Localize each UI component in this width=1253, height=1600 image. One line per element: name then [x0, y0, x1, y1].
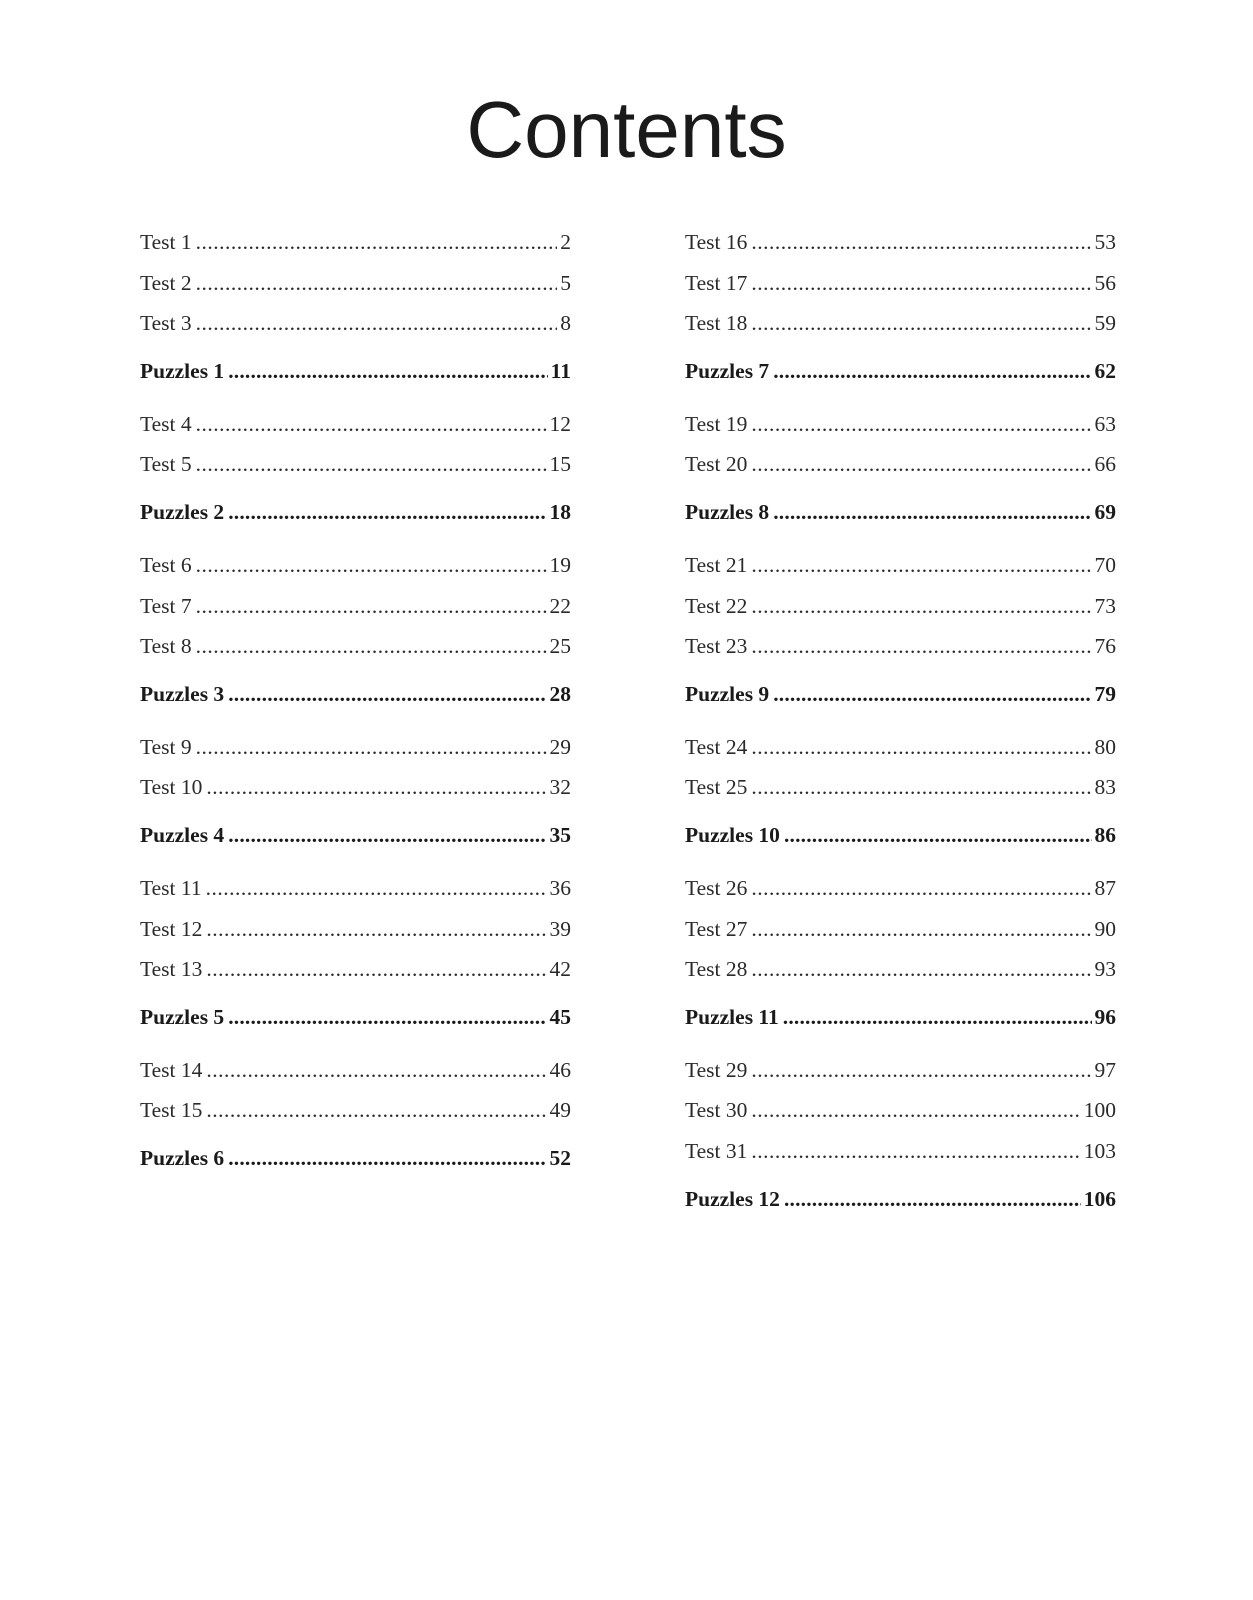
toc-entry-page-number: 93 [1094, 957, 1116, 982]
toc-entry-page-number: 35 [549, 822, 571, 847]
dot-leader [206, 949, 546, 990]
toc-entry-label: Test 17 [685, 270, 748, 295]
dot-leader [773, 667, 1091, 721]
toc-entry-page-number: 79 [1094, 681, 1116, 706]
toc-entry-label: Test 10 [140, 775, 203, 800]
toc-entry-label: Puzzles 3 [140, 681, 225, 706]
toc-entry-page-number: 66 [1094, 452, 1116, 477]
toc-entry-test[interactable] [685, 404, 1116, 445]
dot-leader [751, 1131, 1080, 1172]
dot-leader [206, 767, 546, 808]
toc-entry-page-number: 62 [1094, 358, 1116, 383]
dot-leader [206, 1090, 546, 1131]
dot-leader [206, 1050, 546, 1091]
toc-entry-label: Puzzles 12 [685, 1186, 780, 1211]
toc-entry-label: Test 14 [140, 1057, 203, 1082]
toc-entry-test[interactable] [140, 303, 571, 344]
dot-leader [196, 303, 558, 344]
toc-entry-test[interactable] [140, 868, 571, 909]
toc-entry-test[interactable] [685, 1131, 1116, 1172]
toc-entry-label: Test 31 [685, 1138, 748, 1163]
toc-entry-page-number: 96 [1094, 1004, 1116, 1029]
toc-entry-label: Puzzles 11 [685, 1004, 779, 1029]
toc-entry-test[interactable] [140, 545, 571, 586]
dot-leader [228, 667, 546, 721]
toc-entry-page-number: 59 [1094, 311, 1116, 336]
dot-leader [196, 626, 547, 667]
toc-entry-label: Test 9 [140, 734, 192, 759]
toc-entry-test[interactable] [140, 263, 571, 304]
dot-leader [751, 444, 1091, 485]
dot-leader [751, 303, 1091, 344]
toc-group [685, 868, 1116, 1044]
dot-leader [196, 263, 558, 304]
toc-entry-test[interactable] [685, 303, 1116, 344]
toc-entry-page-number: 83 [1094, 775, 1116, 800]
toc-entry-puzzles[interactable] [140, 808, 571, 862]
toc-entry-page-number: 86 [1094, 822, 1116, 847]
dot-leader [751, 868, 1091, 909]
toc-entry-test[interactable] [140, 444, 571, 485]
toc-entry-page-number: 28 [549, 681, 571, 706]
toc-entry-label: Test 15 [140, 1098, 203, 1123]
toc-entry-page-number: 2 [560, 230, 571, 254]
dot-leader [751, 1090, 1080, 1131]
toc-entry-label: Test 16 [685, 230, 748, 254]
toc-group [685, 545, 1116, 721]
toc-entry-test[interactable] [685, 767, 1116, 808]
dot-leader [751, 263, 1091, 304]
toc-entry-label: Puzzles 5 [140, 1004, 225, 1029]
toc-entry-page-number: 49 [549, 1098, 571, 1123]
toc-entry-page-number: 42 [549, 957, 571, 982]
toc-group [685, 727, 1116, 862]
toc-entry-page-number: 100 [1083, 1098, 1116, 1123]
toc-entry-label: Test 23 [685, 634, 748, 659]
toc-entry-label: Test 1 [140, 230, 192, 254]
toc-entry-label: Test 11 [140, 875, 202, 900]
toc-entry-page-number: 22 [549, 593, 571, 618]
toc-entry-page-number: 25 [549, 634, 571, 659]
dot-leader [751, 727, 1091, 768]
toc-entry-label: Test 4 [140, 411, 192, 436]
toc-group [140, 545, 571, 721]
toc-entry-test[interactable] [140, 949, 571, 990]
dot-leader [228, 344, 547, 398]
toc-column-right [685, 222, 1116, 1232]
toc-entry-test[interactable] [685, 1090, 1116, 1131]
toc-entry-page-number: 19 [549, 552, 571, 577]
dot-leader [206, 868, 547, 909]
toc-group [140, 404, 571, 539]
dot-leader [196, 545, 547, 586]
toc-entry-page-number: 56 [1094, 270, 1116, 295]
toc-entry-label: Test 8 [140, 634, 192, 659]
toc-entry-page-number: 12 [549, 411, 571, 436]
toc-entry-label: Test 24 [685, 734, 748, 759]
toc-entry-page-number: 8 [560, 311, 571, 336]
toc-entry-test[interactable] [140, 727, 571, 768]
toc-entry-test[interactable] [140, 767, 571, 808]
toc-entry-page-number: 63 [1094, 411, 1116, 436]
dot-leader [196, 727, 547, 768]
toc-entry-page-number: 73 [1094, 593, 1116, 618]
dot-leader [783, 990, 1092, 1044]
toc-entry-puzzles[interactable] [140, 667, 571, 721]
dot-leader [751, 1050, 1091, 1091]
toc-entry-label: Test 12 [140, 916, 203, 941]
toc-entry-puzzles[interactable] [685, 667, 1116, 721]
toc-entry-test[interactable] [140, 626, 571, 667]
toc-entry-test[interactable] [140, 1050, 571, 1091]
toc-entry-label: Puzzles 2 [140, 499, 225, 524]
dot-leader [773, 344, 1091, 398]
toc-entry-page-number: 45 [549, 1004, 571, 1029]
toc-entry-page-number: 70 [1094, 552, 1116, 577]
dot-leader [773, 485, 1091, 539]
toc-entry-page-number: 39 [549, 916, 571, 941]
toc-entry-test[interactable] [685, 1050, 1116, 1091]
toc-entry-label: Test 20 [685, 452, 748, 477]
dot-leader [228, 990, 546, 1044]
dot-leader [196, 444, 547, 485]
toc-entry-puzzles[interactable] [140, 485, 571, 539]
dot-leader [196, 404, 547, 445]
toc-entry-page-number: 5 [560, 270, 571, 295]
toc-entry-label: Puzzles 7 [685, 358, 770, 383]
toc-entry-label: Test 13 [140, 957, 203, 982]
toc-entry-test[interactable] [685, 444, 1116, 485]
dot-leader [751, 586, 1091, 627]
toc-entry-page-number: 97 [1094, 1057, 1116, 1082]
toc-entry-test[interactable] [140, 222, 571, 263]
toc-entry-test[interactable] [140, 586, 571, 627]
dot-leader [228, 1131, 546, 1185]
toc-entry-test[interactable] [685, 545, 1116, 586]
dot-leader [751, 222, 1091, 263]
toc-entry-test[interactable] [140, 909, 571, 950]
toc-group [685, 1050, 1116, 1226]
toc-group [140, 222, 571, 398]
dot-leader [196, 222, 558, 263]
toc-entry-page-number: 87 [1094, 875, 1116, 900]
toc-entry-test[interactable] [685, 626, 1116, 667]
dot-leader [196, 586, 547, 627]
toc-entry-label: Puzzles 8 [685, 499, 770, 524]
toc-entry-page-number: 46 [549, 1057, 571, 1082]
dot-leader [751, 626, 1091, 667]
toc-column-left [140, 222, 571, 1191]
toc-entry-label: Puzzles 1 [140, 358, 225, 383]
toc-entry-test[interactable] [685, 263, 1116, 304]
toc-entry-label: Test 7 [140, 593, 192, 618]
toc-entry-test[interactable] [685, 586, 1116, 627]
toc-entry-test[interactable] [685, 909, 1116, 950]
toc-entry-test[interactable] [685, 868, 1116, 909]
dot-leader [228, 808, 546, 862]
toc-entry-label: Puzzles 4 [140, 822, 225, 847]
toc-entry-label: Test 28 [685, 957, 748, 982]
toc-entry-page-number: 32 [549, 775, 571, 800]
toc-entry-label: Puzzles 9 [685, 681, 770, 706]
toc-entry-label: Test 29 [685, 1057, 748, 1082]
dot-leader [784, 808, 1092, 862]
dot-leader [784, 1172, 1081, 1226]
toc-entry-test[interactable] [140, 1090, 571, 1131]
toc-entry-puzzles[interactable] [685, 808, 1116, 862]
toc-entry-page-number: 29 [549, 734, 571, 759]
toc-entry-label: Test 3 [140, 311, 192, 336]
toc-entry-label: Test 18 [685, 311, 748, 336]
toc-entry-puzzles[interactable] [685, 485, 1116, 539]
dot-leader [751, 767, 1091, 808]
toc-entry-puzzles[interactable] [140, 1131, 571, 1185]
toc-entry-page-number: 11 [550, 358, 571, 383]
toc-group [685, 404, 1116, 539]
toc-entry-test[interactable] [685, 949, 1116, 990]
toc-entry-label: Puzzles 6 [140, 1145, 225, 1170]
toc-entry-puzzles[interactable] [140, 990, 571, 1044]
toc-entry-label: Test 25 [685, 775, 748, 800]
toc-entry-page-number: 80 [1094, 734, 1116, 759]
toc-group [140, 1050, 571, 1185]
toc-entry-page-number: 106 [1083, 1186, 1116, 1211]
toc-entry-puzzles[interactable] [685, 344, 1116, 398]
toc-group [685, 222, 1116, 398]
toc-entry-page-number: 103 [1083, 1138, 1116, 1163]
toc-entry-page-number: 36 [549, 875, 571, 900]
toc-entry-label: Test 5 [140, 452, 192, 477]
toc-entry-test[interactable] [140, 404, 571, 445]
toc-entry-page-number: 52 [549, 1145, 571, 1170]
toc-entry-test[interactable] [685, 727, 1116, 768]
dot-leader [206, 909, 546, 950]
toc-group [140, 727, 571, 862]
toc-entry-page-number: 90 [1094, 916, 1116, 941]
toc-entry-test[interactable] [685, 222, 1116, 263]
toc-entry-page-number: 15 [549, 452, 571, 477]
toc-entry-page-number: 69 [1094, 499, 1116, 524]
page-title: Contents [466, 85, 787, 174]
toc-entry-label: Test 22 [685, 593, 748, 618]
toc-entry-label: Test 21 [685, 552, 748, 577]
toc-entry-label: Test 30 [685, 1098, 748, 1123]
toc-entry-page-number: 18 [549, 499, 571, 524]
toc-entry-puzzles[interactable] [685, 1172, 1116, 1226]
toc-entry-puzzles[interactable] [140, 344, 571, 398]
toc-entry-page-number: 76 [1094, 634, 1116, 659]
toc-entry-label: Puzzles 10 [685, 822, 780, 847]
toc-entry-page-number: 53 [1094, 230, 1116, 254]
toc-entry-label: Test 6 [140, 552, 192, 577]
toc-entry-puzzles[interactable] [685, 990, 1116, 1044]
dot-leader [751, 404, 1091, 445]
dot-leader [228, 485, 546, 539]
dot-leader [751, 545, 1091, 586]
dot-leader [751, 909, 1091, 950]
dot-leader [751, 949, 1091, 990]
toc-entry-label: Test 26 [685, 875, 748, 900]
toc-group [140, 868, 571, 1044]
toc-entry-label: Test 2 [140, 270, 192, 295]
toc-entry-label: Test 27 [685, 916, 748, 941]
toc-entry-label: Test 19 [685, 411, 748, 436]
